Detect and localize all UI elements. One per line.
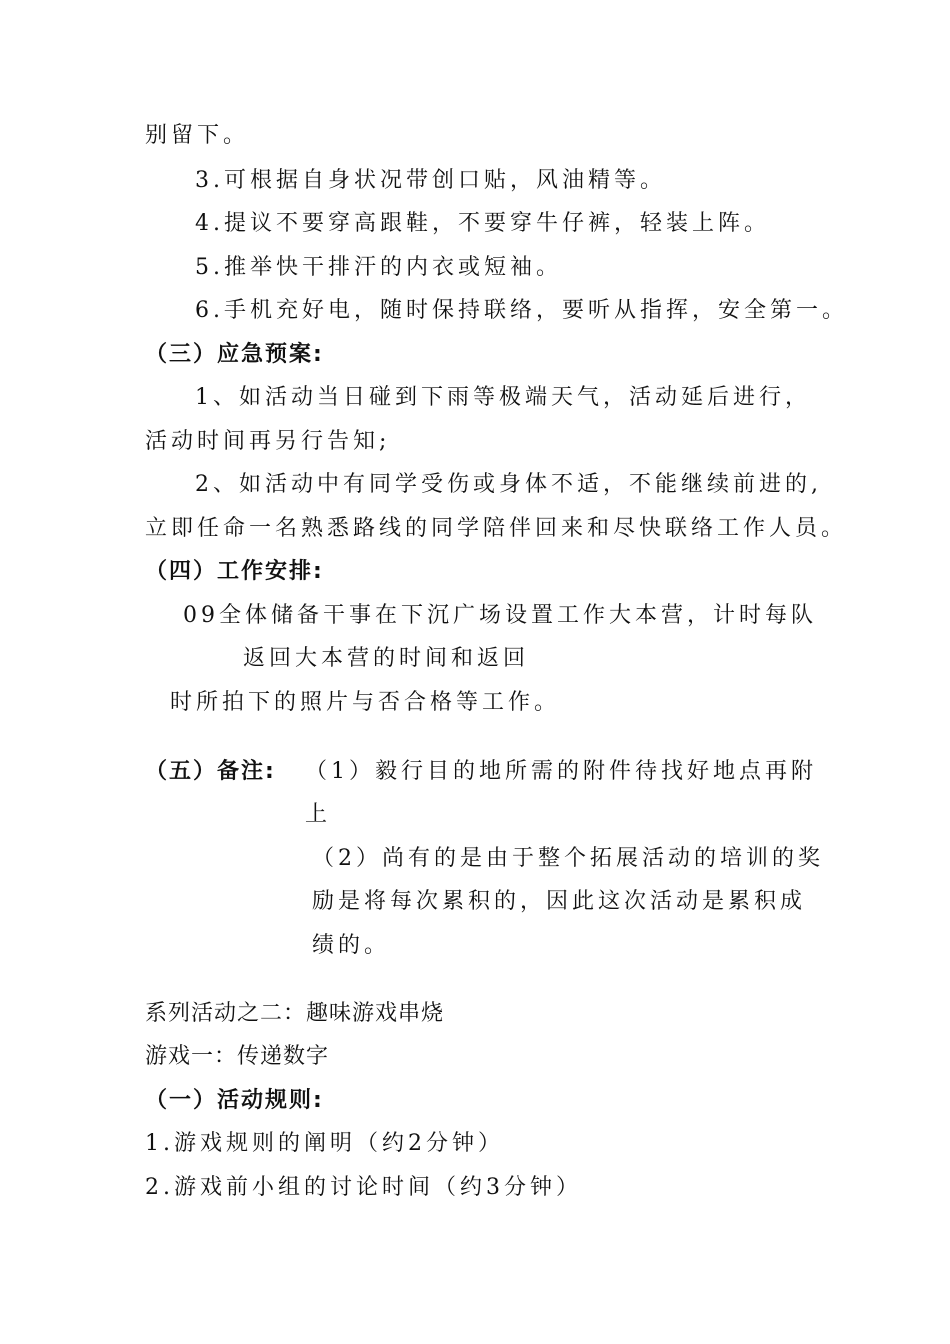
series-2-title: 系列活动之二：趣味游戏串烧 <box>145 1001 445 1026</box>
section-4-line-3: 时所拍下的照片与否合格等工作。 <box>170 690 561 715</box>
section-4-heading: （四）工作安排: <box>145 559 324 584</box>
section-3-item-1-line-2: 活动时间再另行告知; <box>145 429 391 454</box>
note-4: 4.提议不要穿高跟鞋，不要穿牛仔裤，轻装上阵。 <box>195 211 770 236</box>
intro-tail: 别留下。 <box>145 123 250 148</box>
section-5-note-2-line-1: （2）尚有的是由于整个拓展活动的培训的奖 <box>312 846 824 871</box>
section-3-item-2-line-2: 立即任命一名熟悉路线的同学陪伴回来和尽快联络工作人员。 <box>145 516 848 541</box>
rule-2: 2.游戏前小组的讨论时间（约3分钟） <box>145 1175 582 1200</box>
note-3: 3.可根据自身状况带创口贴，风油精等。 <box>195 168 666 193</box>
note-6: 6.手机充好电，随时保持联络，要听从指挥，安全第一。 <box>195 298 848 323</box>
rules-heading: （一）活动规则: <box>145 1088 324 1113</box>
section-3-item-1-line-1: 1、如活动当日碰到下雨等极端天气，活动延后进行， <box>195 385 811 410</box>
section-5-note-2-line-3: 绩的。 <box>312 933 391 958</box>
rule-1: 1.游戏规则的阐明（约2分钟） <box>145 1131 504 1156</box>
section-5-heading: （五）备注: <box>145 759 276 784</box>
section-5-note-1-line-2: 上 <box>305 802 332 827</box>
section-4-line-1: 09全体储备干事在下沉广场设置工作大本营，计时每队 <box>183 603 817 628</box>
section-5-note-1-line-1: （1）毅行目的地所需的附件待找好地点再附 <box>305 759 817 784</box>
section-3-item-2-line-1: 2、如活动中有同学受伤或身体不适，不能继续前进的, <box>195 472 822 497</box>
game-1-title: 游戏一：传递数字 <box>145 1044 330 1069</box>
note-5: 5.推举快干排汗的内衣或短袖。 <box>195 255 562 280</box>
section-3-heading: （三）应急预案: <box>145 342 324 367</box>
section-5-note-2-line-2: 励是将每次累积的，因此这次活动是累积成 <box>312 889 807 914</box>
section-4-line-2: 返回大本营的时间和返回 <box>243 646 530 671</box>
